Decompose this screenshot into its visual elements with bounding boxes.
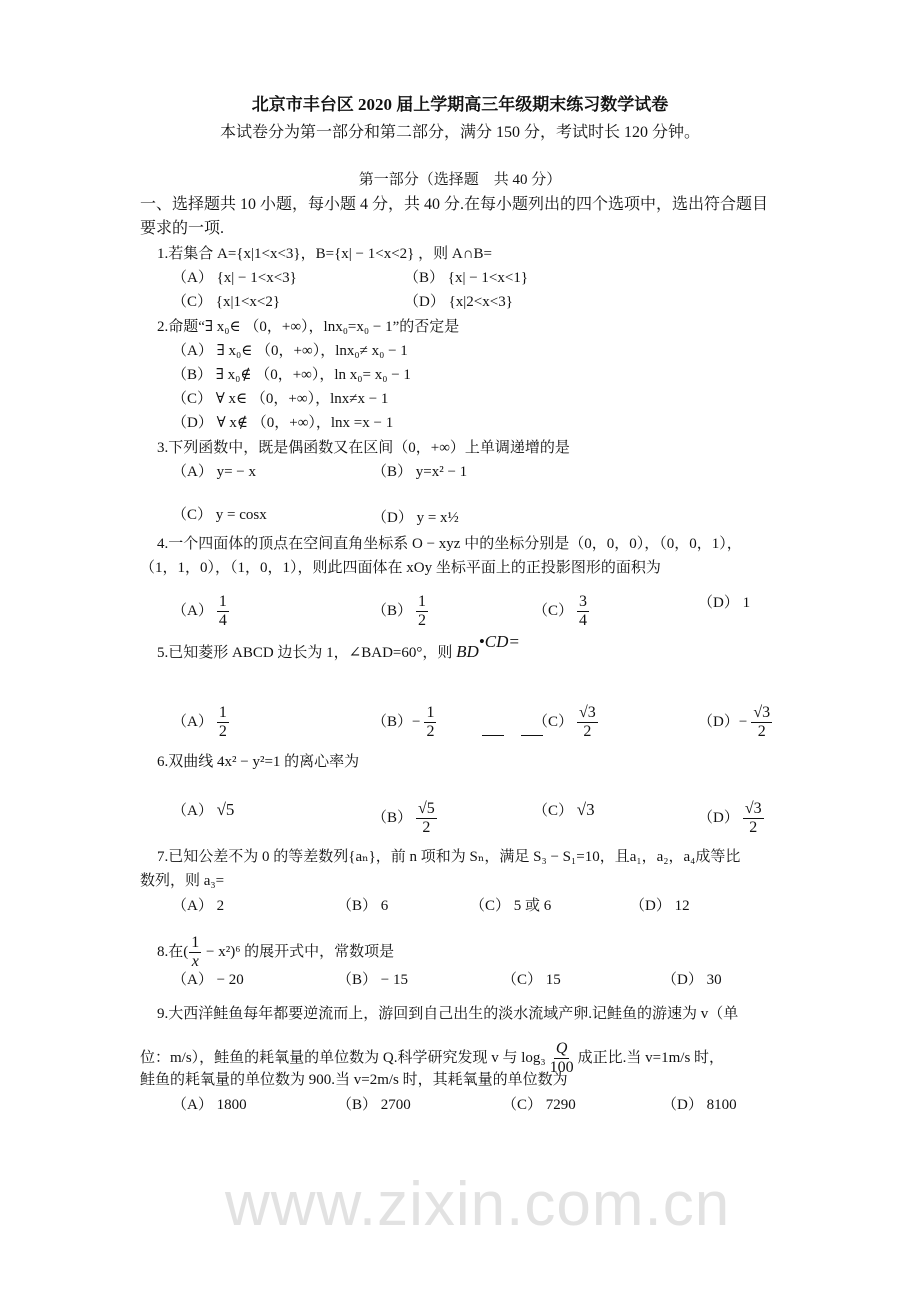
fraction: $\frac{Q}{100}$ <box>549 1040 574 1076</box>
fraction: $\frac{√3}{2}$ <box>579 704 596 740</box>
q2-option-c[interactable]: （C） ∀ x∈ （0，+∞），lnx≠x − 1 <box>172 391 389 407</box>
q3-option-d[interactable]: （D） y = x½ <box>372 510 459 526</box>
question-9-stem: 9.大西洋鲑鱼每年都要逆流而上，游回到自己出生的淡水流域产卵.记鲑鱼的游速为 v（单 <box>157 1006 739 1022</box>
watermark: www.zixin.com.cn <box>225 1170 731 1239</box>
option-value: 1 <box>742 595 751 611</box>
option-label: （C） <box>533 602 574 619</box>
fraction: $\frac{1}{2}$ <box>218 704 227 740</box>
q4-option-b[interactable] <box>372 593 432 630</box>
q5-option-a[interactable]: （A） $\frac{1}{2}$ <box>172 704 227 740</box>
q3-option-b[interactable]: （B） y=x² − 1 <box>372 464 468 480</box>
q4-option-c[interactable] <box>533 593 593 630</box>
q9-option-d[interactable]: （D） 8100 <box>662 1097 737 1113</box>
option-label: （B） <box>372 602 413 619</box>
fraction: $\frac{√5}{2}$ <box>418 800 435 836</box>
q7-option-b[interactable]: （B） 6 <box>337 898 389 914</box>
q1-option-d[interactable]: （D） {x|2<x<3} <box>404 294 513 310</box>
q9-option-c[interactable]: （C） 7290 <box>502 1097 576 1113</box>
question-3-stem: 3.下列函数中，既是偶函数又在区间（0，+∞）上单调递增的是 <box>157 440 570 456</box>
q7-option-c[interactable]: （C） 5 或 6 <box>470 898 552 914</box>
fraction: $\frac{1}{4}$ <box>218 593 227 629</box>
q1-option-a[interactable]: （A） {x| − 1<x<3} <box>172 270 297 286</box>
q5-option-c[interactable]: （C） $\frac{√3}{2}$ <box>533 704 596 740</box>
fraction: $\frac{1}{x}$ <box>191 934 200 970</box>
question-2-stem: 2.命题“∃ x₀∈ （0，+∞），lnx₀=x₀ − 1”的否定是 <box>157 319 460 335</box>
q6-option-c[interactable]: （C） √3 <box>533 800 595 819</box>
question-1-stem: 1.若集合 A={x|1<x<3}，B={x| − 1<x<2} ，则 A∩B= <box>157 246 492 262</box>
question-4-stem: 4.一个四面体的顶点在空间直角坐标系 O − xyz 中的坐标分别是（0，0，0），（0，0，1）， <box>157 536 742 552</box>
q1-option-c[interactable]: （C） {x|1<x<2} <box>172 294 281 310</box>
q5-option-b[interactable]: （B）− $\frac{1}{2}$ <box>372 704 435 740</box>
fraction: $\frac{√3}{2}$ <box>744 800 762 836</box>
section-instructions: 一、选择题共 10 小题，每小题 4 分，共 40 分.在每小题列出的四个选项中，选出符合题目 <box>140 196 769 213</box>
q2-option-a[interactable]: （A） ∃ x₀∈ （0，+∞），lnx₀≠ x₀ − 1 <box>172 343 408 359</box>
fraction: $\frac{√3}{2}$ <box>753 704 771 740</box>
vector-arrow <box>482 735 504 736</box>
q8-option-b[interactable]: （B） − 15 <box>337 972 408 988</box>
q6-option-a[interactable]: （A） √5 <box>172 800 235 819</box>
q8-option-a[interactable]: （A） − 20 <box>172 972 244 988</box>
fraction: $\frac{1}{2}$ <box>426 704 435 740</box>
question-7-stem: 7.已知公差不为 0 的等差数列{aₙ}，前 n 项和为 Sₙ，满足 S₃ − S₁=10，且a₁，a₂，a₄成等比 <box>157 849 741 865</box>
q1-option-b[interactable]: （B） {x| − 1<x<1} <box>404 270 529 286</box>
q9-option-b[interactable]: （B） 2700 <box>337 1097 411 1113</box>
section-instructions-cont: 要求的一项. <box>140 220 225 237</box>
q8-option-c[interactable]: （C） 15 <box>502 972 561 988</box>
q3-option-a[interactable]: （A） y= − x <box>172 464 257 480</box>
q7-option-d[interactable]: （D） 12 <box>630 898 690 914</box>
question-9-stem-cont: 位：m/s），鲑鱼的耗氧量的单位数为 Q.科学研究发现 v 与 log₃ $\frac{Q}{100}$ 成正比.当 v=1m/s 时， <box>140 1040 725 1076</box>
q4-option-d[interactable] <box>698 593 750 613</box>
question-7-stem-cont: 数列，则 a₃= <box>140 873 225 889</box>
q7-option-a[interactable]: （A） 2 <box>172 898 225 914</box>
option-label: （D） <box>698 595 739 611</box>
q3-option-c[interactable]: （C） y = cosx <box>172 507 267 523</box>
exam-subtitle: 本试卷分为第一部分和第二部分，满分 150 分，考试时长 120 分钟。 <box>219 124 700 141</box>
q8-option-d[interactable]: （D） 30 <box>662 972 722 988</box>
question-4-stem-cont: （1，1，0），（1，0，1），则此四面体在 xOy 坐标平面上的正投影图形的面积为 <box>140 560 661 576</box>
q6-option-d[interactable]: （D） $\frac{√3}{2}$ <box>698 800 762 836</box>
q5-option-d[interactable]: （D）− $\frac{√3}{2}$ <box>698 704 771 740</box>
question-8-stem: 8.在( $\frac{1}{x}$ − x²)⁶ 的展开式中，常数项是 <box>157 934 395 970</box>
q2-option-b[interactable]: （B） ∃ x₀∉ （0，+∞），ln x₀= x₀ − 1 <box>172 367 411 383</box>
q9-option-a[interactable]: （A） 1800 <box>172 1097 247 1113</box>
q2-option-d[interactable]: （D） ∀ x∉ （0，+∞），lnx =x − 1 <box>172 415 394 431</box>
fraction: $\frac{3}{4}$ <box>579 593 588 629</box>
question-9-stem-cont2: 鲑鱼的耗氧量的单位数为 900.当 v=2m/s 时，其耗氧量的单位数为 <box>140 1072 568 1088</box>
fraction: $\frac{1}{2}$ <box>418 593 427 629</box>
option-label: （A） <box>172 602 213 619</box>
question-6-stem: 6.双曲线 4x² − y²=1 的离心率为 <box>157 754 360 770</box>
question-5-stem: 5.已知菱形 ABCD 边长为 1，∠BAD=60°，则 BD•CD= <box>157 632 520 661</box>
q4-option-a[interactable] <box>172 593 233 630</box>
page-title: 北京市丰台区 2020 届上学期高三年级期末练习数学试卷 <box>251 95 669 114</box>
part-heading: 第一部分（选择题 共 40 分） <box>358 172 562 188</box>
q6-option-b[interactable]: （B） $\frac{√5}{2}$ <box>372 800 435 836</box>
